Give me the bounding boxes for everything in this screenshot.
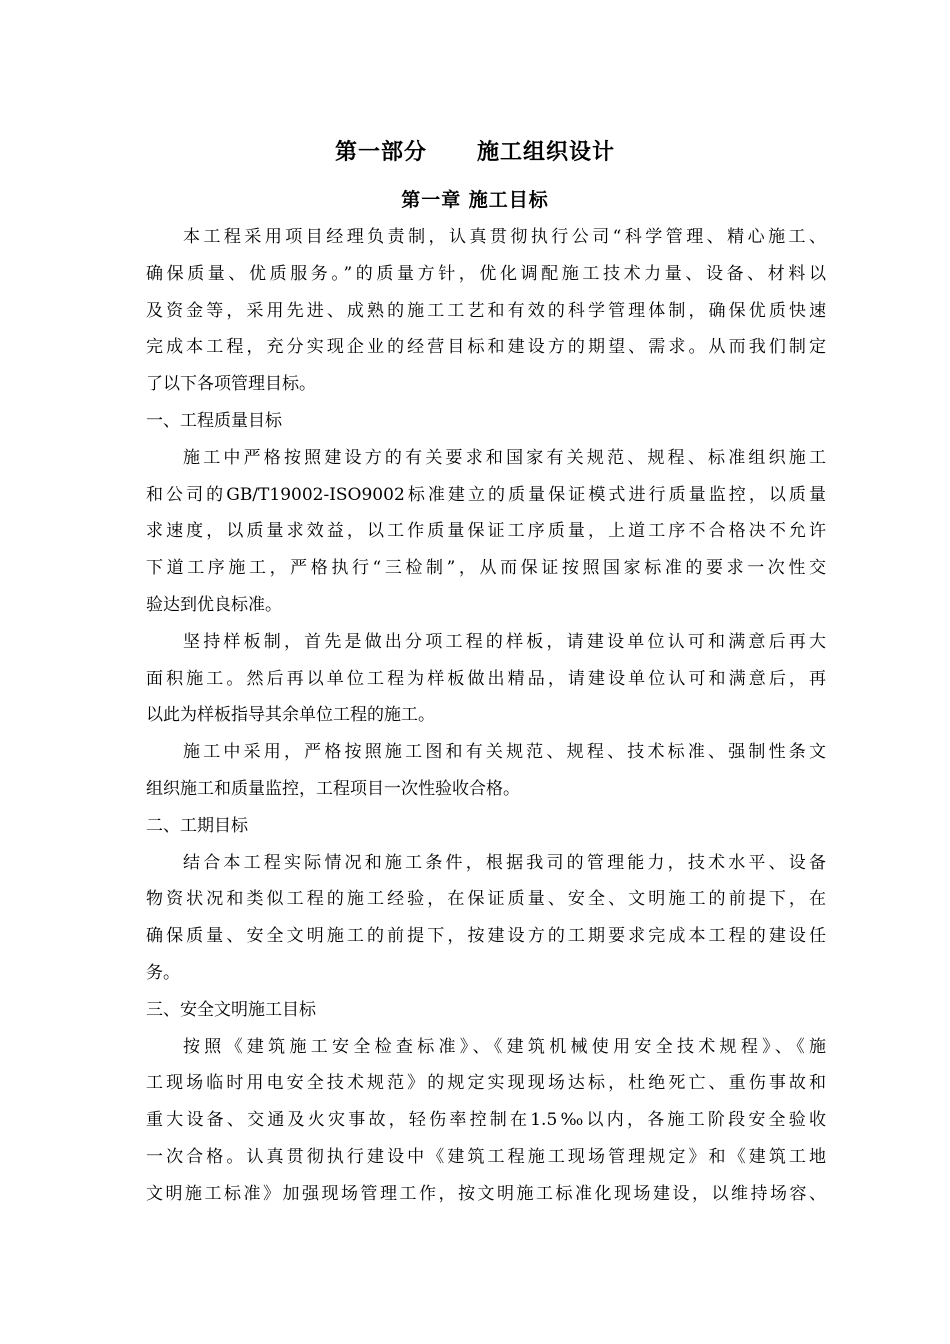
text-line: 验达到优良标准。: [146, 594, 282, 615]
text-line: 按照《建筑施工安全检查标准》、《建筑机械使用安全技术规程》、《施: [183, 1036, 826, 1057]
document-body: [146, 219, 826, 1213]
text-line: 面积施工。然后再以单位工程为样板做出精品，请建设单位认可和满意后，再: [146, 668, 826, 689]
text-line: 一、工程质量目标: [146, 410, 282, 431]
text-line: 施工中采用，严格按照施工图和有关规范、规程、技术标准、强制性条文: [183, 742, 826, 763]
text-line: 三、安全文明施工目标: [146, 999, 316, 1020]
text-line: 下道工序施工，严格执行“三检制”，从而保证按照国家标准的要求一次性交: [146, 558, 826, 579]
text-line: 重大设备、交通及火灾事故，轻伤率控制在1.5‰以内，各施工阶段安全验收: [146, 1110, 826, 1131]
text-line: 务。: [146, 962, 180, 983]
text-line: 确保质量、安全文明施工的前提下，按建设方的工期要求完成本工程的建设任: [146, 926, 826, 947]
text-line: 了以下各项管理目标。: [146, 374, 316, 395]
text-line: 文明施工标准》加强现场管理工作，按文明施工标准化现场建设，以维持场容、: [146, 1183, 826, 1204]
text-line: 二、工期目标: [146, 815, 248, 836]
part-title-number: 第一部分: [334, 139, 427, 165]
chapter-title: 第一章 施工目标: [401, 189, 549, 211]
text-line: 本工程采用项目经理负责制，认真贯彻执行公司“科学管理、精心施工、: [183, 227, 826, 247]
part-title: [0, 134, 950, 170]
text-line: 和公司的GB/T19002-ISO9002标准建立的质量保证模式进行质量监控，以质量: [146, 484, 826, 505]
text-line: 组织施工和质量监控，工程项目一次性验收合格。: [146, 778, 520, 799]
text-line: 结合本工程实际情况和施工条件，根据我司的管理能力，技术水平、设备: [183, 852, 826, 873]
text-line: 物资状况和类似工程的施工经验，在保证质量、安全、文明施工的前提下，在: [146, 889, 826, 910]
text-line: 以此为样板指导其余单位工程的施工。: [146, 705, 435, 726]
text-line: 一次合格。认真贯彻执行建设中《建筑工程施工现场管理规定》和《建筑工地: [146, 1146, 826, 1167]
text-line: 求速度，以质量求效益，以工作质量保证工序质量，上道工序不合格决不允许: [146, 521, 826, 542]
part-title-name: 施工组织设计: [477, 139, 616, 165]
text-line: 完成本工程，充分实现企业的经营目标和建设方的期望、需求。从而我们制定: [146, 337, 826, 358]
text-line: 施工中严格按照建设方的有关要求和国家有关规范、规程、标准组织施工: [183, 447, 826, 468]
text-line: 工现场临时用电安全技术规范》的规定实现现场达标，杜绝死亡、重伤事故和: [146, 1073, 826, 1094]
text-line: 及资金等，采用先进、成熟的施工工艺和有效的科学管理体制，确保优质快速: [146, 300, 826, 321]
text-line: 确保质量、优质服务。”的质量方针，优化调配施工技术力量、设备、材料以: [146, 263, 826, 284]
text-line: 坚持样板制，首先是做出分项工程的样板，请建设单位认可和满意后再大: [183, 631, 826, 652]
